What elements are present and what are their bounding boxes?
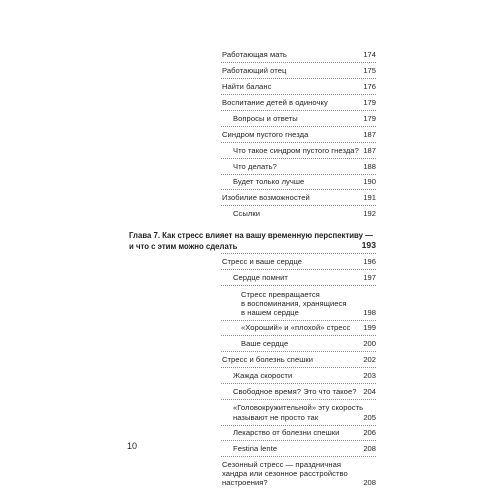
divider bbox=[221, 351, 376, 352]
toc-subentry-title: Будет только лучше bbox=[233, 177, 305, 186]
page-number: 10 bbox=[127, 441, 138, 451]
divider bbox=[221, 335, 376, 336]
toc-entry-title: Синдром пустого гнезда bbox=[222, 130, 309, 139]
toc-entry-page: 202 bbox=[363, 355, 376, 364]
divider bbox=[221, 126, 376, 127]
toc-subsubentry-title: Ваше сердце bbox=[241, 339, 289, 348]
toc-entry-page: 208 bbox=[363, 478, 376, 487]
divider bbox=[221, 110, 376, 111]
toc-entry-page: 198 bbox=[363, 308, 376, 317]
divider bbox=[221, 62, 376, 63]
chapter-title-line-1: Глава 7. Как стресс влияет на вашу временную перспективу — bbox=[129, 231, 373, 240]
toc-entry-title: Воспитание детей в одиночку bbox=[222, 98, 328, 107]
divider bbox=[221, 189, 376, 190]
toc-entry-page: 204 bbox=[363, 387, 376, 396]
toc-entry-page: 191 bbox=[363, 193, 376, 202]
divider bbox=[221, 269, 376, 270]
toc-subentry-title: Сердце помнит bbox=[233, 273, 288, 282]
toc-subsubentry-title: «Хороший» и «плохой» стресс bbox=[241, 323, 351, 332]
toc-subentry-title: Свободное время? Это что такое? bbox=[233, 387, 357, 396]
chapter-page: 193 bbox=[361, 240, 376, 250]
toc-subentry-title: Жажда скорости bbox=[233, 371, 293, 380]
toc-entry-page: 203 bbox=[363, 371, 376, 380]
divider bbox=[221, 440, 376, 441]
toc-entry-page: 200 bbox=[363, 339, 376, 348]
toc-subentry-title: Что делать? bbox=[233, 162, 277, 171]
toc-entry-page: 192 bbox=[363, 209, 376, 218]
divider bbox=[221, 174, 376, 175]
toc-entry-page: 187 bbox=[363, 146, 376, 155]
divider bbox=[221, 78, 376, 79]
toc-subsubentry-title-line: Стресс превращается bbox=[241, 290, 320, 299]
divider bbox=[221, 285, 376, 286]
toc-subentry-title: Лекарство от болезни спешки bbox=[233, 428, 340, 437]
toc-entry-title: Стресс и ваше сердце bbox=[222, 257, 303, 266]
toc-entry-title: Стресс и болезнь спешки bbox=[222, 355, 314, 364]
divider bbox=[221, 367, 376, 368]
toc-entry-page: 199 bbox=[363, 323, 376, 332]
chapter-title-line-2: и что с этим можно сделать bbox=[129, 242, 238, 251]
toc-entry-title: Работающая мать bbox=[222, 50, 287, 59]
toc-subsubentry-title-line: в нашем сердце bbox=[241, 308, 299, 317]
toc-entry-page: 205 bbox=[363, 413, 376, 422]
toc-subentry-title: Festina lente bbox=[233, 444, 278, 453]
divider bbox=[221, 425, 376, 426]
divider bbox=[221, 94, 376, 95]
divider bbox=[221, 320, 376, 321]
toc-entry-page: 187 bbox=[363, 130, 376, 139]
toc-subentry-title: Ссылки bbox=[233, 209, 261, 218]
toc-entry-title: Найти баланс bbox=[222, 82, 272, 91]
toc-subentry-title-line: называют не просто так bbox=[233, 413, 319, 422]
toc-subentry-title: Что такое синдром пустого гнезда? bbox=[233, 146, 359, 155]
divider bbox=[221, 253, 376, 254]
toc-entry-title-line: настроения? bbox=[222, 478, 268, 487]
toc-entry-page: 174 bbox=[363, 50, 376, 59]
toc-entry-title-line: хандра или сезонное расстройство bbox=[222, 469, 348, 478]
toc-entry-page: 208 bbox=[363, 444, 376, 453]
toc-entry-page: 197 bbox=[363, 273, 376, 282]
toc-subsubentry-title-line: в воспоминания, хранящиеся bbox=[241, 299, 347, 308]
divider bbox=[221, 158, 376, 159]
toc-entry-title: Изобилие возможностей bbox=[222, 193, 310, 202]
toc-entry-page: 179 bbox=[363, 114, 376, 123]
toc-entry-page: 190 bbox=[363, 177, 376, 186]
toc-entry-page: 196 bbox=[363, 257, 376, 266]
toc-entry-title-line: Сезонный стресс — праздничная bbox=[222, 460, 342, 469]
toc-entry-page: 175 bbox=[363, 66, 376, 75]
toc-entry-page: 176 bbox=[363, 82, 376, 91]
toc-entry-page: 188 bbox=[363, 162, 376, 171]
divider bbox=[221, 399, 376, 400]
divider bbox=[221, 205, 376, 206]
divider bbox=[221, 142, 376, 143]
toc-entry-title: Работающий отец bbox=[222, 66, 287, 75]
divider bbox=[221, 456, 376, 457]
divider bbox=[221, 383, 376, 384]
toc-subentry-title-line: «Головокружительной» эту скорость bbox=[233, 403, 364, 412]
toc-entry-page: 179 bbox=[363, 98, 376, 107]
toc-entry-page: 206 bbox=[363, 428, 376, 437]
toc-subentry-title: Вопросы и ответы bbox=[233, 114, 298, 123]
